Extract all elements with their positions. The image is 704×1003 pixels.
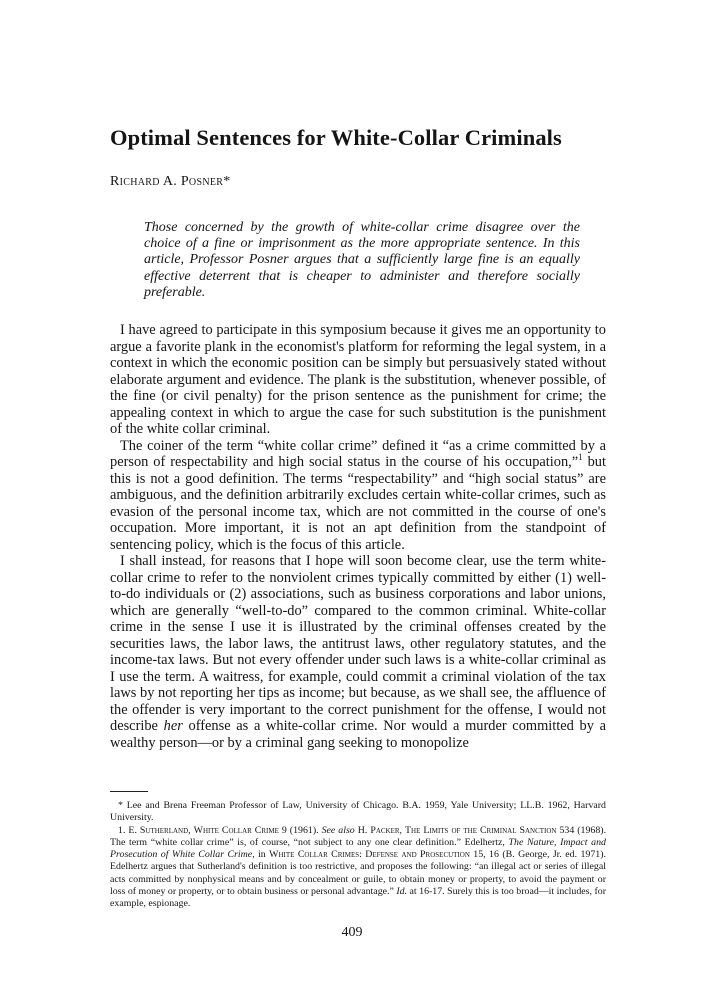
footnote-ref-1: 1 <box>578 452 583 463</box>
article-body <box>110 322 606 751</box>
footnote-1-see-also: See also <box>321 824 355 836</box>
author-middle-initial: A. <box>162 174 178 189</box>
article-abstract: Those concerned by the growth of white-collar crime disagree over the choice of a fine or imprisonment as the more appropriate sentence. In this article, Professor Posner argues that a sufficiently large fine is an equally effective deterrent that is cheaper to administer and therefore socially preferable. <box>144 220 580 300</box>
footnote-1-book-3: White Collar Crimes: Defense and Prosecution <box>269 849 470 861</box>
author-byline <box>110 174 231 190</box>
paragraph-3-text-b: offense as a white-collar crime. Nor would a murder committed by a wealthy person—or by a criminal gang seeking to monopolize <box>110 718 607 751</box>
body-paragraph-1: I have agreed to participate in this symposium because it gives me an opportunity to argue a favorite plank in the economist's platform for reforming the legal system, in a context in which the economic position can be simply but persuasively stated without elaborate argument and evidence. The plank is the substitution, whenever possible, of the fine (or civil penalty) for the prison sentence as the punishment for crime; the appealing context in which to argue the case for such substitution is the punishment of the white collar criminal. <box>110 322 606 437</box>
footnote-1-end: 15, 16 (B. George, Jr. ed. 1971). Edelhertz argues that Sutherland's definition is too restrictive, and proposes the following: “an illegal act or series of illegal acts committed by nonphysical means and by concealment or guile, to obtain money or property, to avoid the payment or loss of money or property, or to obtain business or personal advantage.” <box>110 849 606 898</box>
paragraph-2-text-a: The coiner of the term “white collar crime” defined it “as a crime committed by a person of respectability and high social status in the course of his occupation,” <box>110 437 606 470</box>
paragraph-3-emphasis: her <box>163 718 183 734</box>
paragraph-3-text-a: I shall instead, for reasons that I hope will soon become clear, use the term white-collar crime to refer to the nonviolent crimes typically committed by either (1) well-to-do individuals or (2) associations, such as business corporations and labor unions, which are generally “well-to-do” compared to the common criminal. White-collar crime in the sense I use it is illustrated by the criminal offenses created by the securities laws, the labor laws, the antitrust laws, other regulatory statutes, and the income-tax laws. But not every offender under such laws is a white-collar criminal as I use the term. A waitress, for example, could commit a criminal violation of the tax laws by not reporting her tips as income; but because, as we shall see, the affluence of the offender is very important to the correct punishment for the offense, I would not describe <box>110 553 606 734</box>
footnote-1-number: 1. <box>118 824 126 836</box>
footnote-divider <box>110 791 148 792</box>
footnote-1: 1. E. Sutherland, White Collar Crime 9 (1961). See also H. Packer, The Limits of the Criminal Sanction 534 (1968). The term “white collar crime” is, of course, “not subject to any one clear definition.” Edelhertz, The Nature, Impact and Prosecution of White Collar Crime, in White Collar Crimes: Defense and Prosecution 15, 16 (B. George, Jr. ed. 1971). Edelhertz argues that Sutherland's definition is too restrictive, and proposes the following: “an illegal act or series of illegal acts committed by nonphysical means and by concealment or guile, to obtain money or property, to avoid the payment or loss of money or property, or to obtain business or personal advantage.” Id. at 16-17. Surely this is too broad—it includes, for example, espionage. <box>110 824 607 910</box>
article-title: Optimal Sentences for White-Collar Criminals <box>110 125 562 150</box>
body-paragraph-3 <box>110 553 606 751</box>
author-first-name: Richard <box>110 174 160 189</box>
author-footnote-marker: * <box>223 174 231 189</box>
footnote-1-author-2: H. Packer <box>354 824 400 836</box>
footnote-1-pin: 9 (1961). <box>278 824 322 836</box>
footnote-1-middle: 534 (1968). The term “white collar crime” is, of course, “not subject to any one clear definition.” Edelhertz, <box>110 824 607 848</box>
footnote-1-book: White Collar Crime <box>193 824 279 836</box>
footnote-1-tail: at 16-17. Surely this is too broad—it includes, for example, espionage. <box>110 886 606 910</box>
page-number: 409 <box>341 925 363 940</box>
footnote-1-id: Id. <box>396 886 408 898</box>
footnotes <box>110 800 606 911</box>
footnote-1-in: , in <box>252 849 270 861</box>
author-last-name: Posner <box>180 174 224 189</box>
paragraph-2-text-b: but this is not a good definition. The terms “respectability” and “high social status” are ambiguous, and the definition arbitrarily excludes certain white-collar crimes, such as evasion of the personal income tax, which are not committed in the course of one's occupation. More important, it is not an apt definition from the standpoint of sentencing policy, which is the focus of this article. <box>110 454 606 553</box>
footnote-author: * Lee and Brena Freeman Professor of Law, University of Chicago. B.A. 1959, Yale University; LL.B. 1962, Harvard University. <box>110 800 606 824</box>
footnote-1-article: The Nature, Impact and Prosecution of White Collar Crime <box>110 836 606 861</box>
body-paragraph-2 <box>110 438 606 554</box>
footnote-1-book-2: The Limits of the Criminal Sanction <box>405 824 557 836</box>
footnote-1-author: E. Sutherland <box>128 824 189 836</box>
